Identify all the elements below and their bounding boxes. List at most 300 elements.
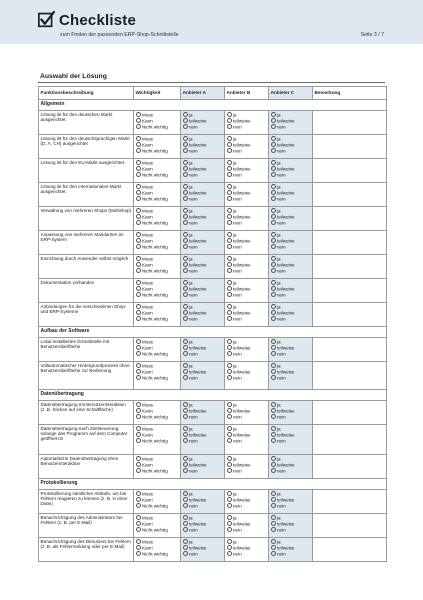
option-vendor[interactable] bbox=[227, 414, 267, 420]
radio-circle-icon[interactable] bbox=[136, 363, 141, 368]
radio-circle-icon[interactable] bbox=[136, 160, 141, 165]
remark-cell[interactable] bbox=[313, 255, 387, 279]
radio-circle-icon[interactable] bbox=[271, 438, 276, 443]
radio-circle-icon[interactable] bbox=[136, 521, 141, 526]
radio-circle-icon[interactable] bbox=[136, 456, 141, 461]
option-vendor[interactable] bbox=[183, 220, 223, 226]
radio-circle-icon[interactable] bbox=[183, 268, 188, 273]
radio-circle-icon[interactable] bbox=[136, 345, 141, 350]
radio-circle-icon[interactable] bbox=[271, 262, 276, 267]
radio-circle-icon[interactable] bbox=[183, 214, 188, 219]
radio-circle-icon[interactable] bbox=[271, 521, 276, 526]
radio-circle-icon[interactable] bbox=[183, 310, 188, 315]
option-vendor[interactable] bbox=[227, 527, 267, 533]
radio-circle-icon[interactable] bbox=[136, 539, 141, 544]
radio-circle-icon[interactable] bbox=[227, 414, 232, 419]
option-vendor[interactable] bbox=[227, 148, 267, 154]
radio-circle-icon[interactable] bbox=[227, 503, 232, 508]
option-vendor[interactable] bbox=[271, 503, 311, 509]
option-vendor[interactable] bbox=[183, 351, 223, 357]
radio-circle-icon[interactable] bbox=[227, 268, 232, 273]
remark-cell[interactable] bbox=[313, 401, 387, 425]
radio-circle-icon[interactable] bbox=[271, 345, 276, 350]
radio-circle-icon[interactable] bbox=[227, 363, 232, 368]
option-vendor[interactable] bbox=[271, 220, 311, 226]
radio-circle-icon[interactable] bbox=[136, 112, 141, 117]
radio-circle-icon[interactable] bbox=[271, 256, 276, 261]
radio-circle-icon[interactable] bbox=[227, 316, 232, 321]
radio-circle-icon[interactable] bbox=[136, 238, 141, 243]
radio-circle-icon[interactable] bbox=[136, 527, 141, 532]
option-vendor[interactable] bbox=[227, 503, 267, 509]
radio-circle-icon[interactable] bbox=[136, 375, 141, 380]
radio-circle-icon[interactable] bbox=[183, 521, 188, 526]
option-importance[interactable] bbox=[136, 124, 179, 130]
radio-circle-icon[interactable] bbox=[227, 232, 232, 237]
option-vendor[interactable] bbox=[227, 438, 267, 444]
radio-circle-icon[interactable] bbox=[183, 545, 188, 550]
radio-circle-icon[interactable] bbox=[136, 515, 141, 520]
radio-circle-icon[interactable] bbox=[183, 432, 188, 437]
radio-circle-icon[interactable] bbox=[183, 196, 188, 201]
radio-circle-icon[interactable] bbox=[183, 462, 188, 467]
radio-circle-icon[interactable] bbox=[271, 462, 276, 467]
radio-circle-icon[interactable] bbox=[227, 256, 232, 261]
radio-circle-icon[interactable] bbox=[136, 545, 141, 550]
radio-circle-icon[interactable] bbox=[271, 539, 276, 544]
option-vendor[interactable] bbox=[227, 351, 267, 357]
radio-circle-icon[interactable] bbox=[183, 124, 188, 129]
option-label: ja bbox=[277, 184, 281, 190]
radio-circle-icon[interactable] bbox=[227, 456, 232, 461]
table-row bbox=[39, 159, 387, 183]
radio-circle-icon[interactable] bbox=[136, 491, 141, 496]
radio-circle-icon[interactable] bbox=[183, 539, 188, 544]
option-vendor[interactable] bbox=[227, 292, 267, 298]
radio-circle-icon[interactable] bbox=[183, 148, 188, 153]
radio-circle-icon[interactable] bbox=[183, 304, 188, 309]
remark-cell[interactable] bbox=[313, 183, 387, 207]
column-header-function: Funktionsbeschreibung bbox=[39, 87, 134, 100]
radio-circle-icon[interactable] bbox=[227, 515, 232, 520]
option-vendor[interactable] bbox=[227, 468, 267, 474]
option-importance[interactable] bbox=[136, 527, 179, 533]
radio-circle-icon[interactable] bbox=[183, 497, 188, 502]
option-label: ja bbox=[189, 160, 193, 166]
radio-circle-icon[interactable] bbox=[227, 124, 232, 129]
radio-circle-icon[interactable] bbox=[271, 166, 276, 171]
option-vendor[interactable] bbox=[183, 414, 223, 420]
radio-circle-icon[interactable] bbox=[271, 503, 276, 508]
radio-circle-icon[interactable] bbox=[227, 468, 232, 473]
radio-circle-icon[interactable] bbox=[183, 172, 188, 177]
option-vendor[interactable] bbox=[271, 527, 311, 533]
option-importance[interactable] bbox=[136, 268, 179, 274]
radio-circle-icon[interactable] bbox=[183, 339, 188, 344]
option-label: nein bbox=[277, 316, 286, 322]
remark-cell[interactable] bbox=[313, 279, 387, 303]
radio-circle-icon[interactable] bbox=[183, 292, 188, 297]
radio-circle-icon[interactable] bbox=[227, 402, 232, 407]
option-importance[interactable] bbox=[136, 503, 179, 509]
radio-circle-icon[interactable] bbox=[136, 172, 141, 177]
option-vendor[interactable] bbox=[183, 503, 223, 509]
radio-circle-icon[interactable] bbox=[136, 256, 141, 261]
radio-circle-icon[interactable] bbox=[271, 118, 276, 123]
radio-circle-icon[interactable] bbox=[136, 369, 141, 374]
radio-circle-icon[interactable] bbox=[136, 310, 141, 315]
importance-cell bbox=[134, 303, 181, 327]
radio-circle-icon[interactable] bbox=[136, 316, 141, 321]
radio-circle-icon[interactable] bbox=[136, 432, 141, 437]
radio-circle-icon[interactable] bbox=[183, 345, 188, 350]
radio-circle-icon[interactable] bbox=[136, 118, 141, 123]
group-header-row bbox=[39, 390, 387, 401]
option-vendor[interactable] bbox=[183, 148, 223, 154]
radio-circle-icon[interactable] bbox=[271, 426, 276, 431]
remark-cell[interactable] bbox=[313, 159, 387, 183]
radio-circle-icon[interactable] bbox=[271, 280, 276, 285]
radio-circle-icon[interactable] bbox=[227, 369, 232, 374]
radio-circle-icon[interactable] bbox=[183, 220, 188, 225]
radio-circle-icon[interactable] bbox=[136, 208, 141, 213]
radio-circle-icon[interactable] bbox=[183, 136, 188, 141]
remark-cell[interactable] bbox=[313, 231, 387, 255]
remark-cell[interactable] bbox=[313, 490, 387, 514]
option-vendor[interactable] bbox=[271, 375, 311, 381]
radio-circle-icon[interactable] bbox=[227, 166, 232, 171]
radio-circle-icon[interactable] bbox=[183, 503, 188, 508]
option-vendor[interactable] bbox=[227, 551, 267, 557]
option-vendor[interactable] bbox=[183, 468, 223, 474]
radio-circle-icon[interactable] bbox=[227, 375, 232, 380]
radio-circle-icon[interactable] bbox=[227, 539, 232, 544]
option-vendor[interactable] bbox=[271, 244, 311, 250]
option-vendor[interactable] bbox=[271, 172, 311, 178]
radio-circle-icon[interactable] bbox=[136, 551, 141, 556]
radio-circle-icon[interactable] bbox=[183, 456, 188, 461]
remark-cell[interactable] bbox=[313, 514, 387, 538]
radio-circle-icon[interactable] bbox=[183, 438, 188, 443]
remark-cell[interactable] bbox=[313, 207, 387, 231]
option-importance[interactable] bbox=[136, 414, 179, 420]
radio-circle-icon[interactable] bbox=[183, 118, 188, 123]
radio-circle-icon[interactable] bbox=[136, 414, 141, 419]
radio-circle-icon[interactable] bbox=[271, 310, 276, 315]
option-importance[interactable] bbox=[136, 196, 179, 202]
radio-circle-icon[interactable] bbox=[227, 190, 232, 195]
remark-cell[interactable] bbox=[313, 362, 387, 390]
radio-circle-icon[interactable] bbox=[136, 280, 141, 285]
radio-circle-icon[interactable] bbox=[271, 142, 276, 147]
radio-circle-icon[interactable] bbox=[227, 286, 232, 291]
option-label: teilweise bbox=[277, 190, 295, 196]
radio-circle-icon[interactable] bbox=[227, 462, 232, 467]
radio-circle-icon[interactable] bbox=[271, 551, 276, 556]
radio-circle-icon[interactable] bbox=[227, 304, 232, 309]
remark-cell[interactable] bbox=[313, 111, 387, 135]
radio-circle-icon[interactable] bbox=[227, 112, 232, 117]
radio-circle-icon[interactable] bbox=[136, 142, 141, 147]
radio-circle-icon[interactable] bbox=[227, 432, 232, 437]
radio-circle-icon[interactable] bbox=[271, 369, 276, 374]
remark-cell[interactable] bbox=[313, 425, 387, 455]
radio-circle-icon[interactable] bbox=[227, 196, 232, 201]
option-vendor[interactable] bbox=[227, 316, 267, 322]
option-importance[interactable] bbox=[136, 316, 179, 322]
radio-circle-icon[interactable] bbox=[227, 491, 232, 496]
option-importance[interactable] bbox=[136, 172, 179, 178]
option-vendor[interactable] bbox=[271, 351, 311, 357]
radio-circle-icon[interactable] bbox=[271, 190, 276, 195]
radio-circle-icon[interactable] bbox=[271, 468, 276, 473]
radio-circle-icon[interactable] bbox=[227, 208, 232, 213]
option-vendor[interactable] bbox=[227, 268, 267, 274]
option-vendor[interactable] bbox=[183, 124, 223, 130]
radio-circle-icon[interactable] bbox=[271, 527, 276, 532]
radio-circle-icon[interactable] bbox=[183, 468, 188, 473]
radio-circle-icon[interactable] bbox=[227, 214, 232, 219]
radio-circle-icon[interactable] bbox=[271, 545, 276, 550]
radio-circle-icon[interactable] bbox=[271, 432, 276, 437]
radio-circle-icon[interactable] bbox=[227, 142, 232, 147]
radio-circle-icon[interactable] bbox=[271, 136, 276, 141]
radio-circle-icon[interactable] bbox=[271, 232, 276, 237]
radio-circle-icon[interactable] bbox=[183, 551, 188, 556]
radio-circle-icon[interactable] bbox=[271, 220, 276, 225]
radio-circle-icon[interactable] bbox=[183, 414, 188, 419]
option-vendor[interactable] bbox=[227, 244, 267, 250]
option-vendor[interactable] bbox=[271, 551, 311, 557]
radio-circle-icon[interactable] bbox=[136, 351, 141, 356]
radio-circle-icon[interactable] bbox=[183, 280, 188, 285]
radio-circle-icon[interactable] bbox=[183, 375, 188, 380]
radio-circle-icon[interactable] bbox=[136, 190, 141, 195]
vendor-a-cell bbox=[181, 401, 225, 425]
radio-circle-icon[interactable] bbox=[271, 497, 276, 502]
option-vendor[interactable] bbox=[271, 316, 311, 322]
option-importance[interactable] bbox=[136, 375, 179, 381]
radio-circle-icon[interactable] bbox=[271, 375, 276, 380]
option-vendor[interactable] bbox=[183, 172, 223, 178]
option-vendor[interactable] bbox=[183, 292, 223, 298]
option-importance[interactable] bbox=[136, 351, 179, 357]
option-importance[interactable] bbox=[136, 220, 179, 226]
option-vendor[interactable] bbox=[271, 148, 311, 154]
option-vendor[interactable] bbox=[271, 414, 311, 420]
radio-circle-icon[interactable] bbox=[136, 339, 141, 344]
option-label: nein bbox=[233, 316, 242, 322]
radio-circle-icon[interactable] bbox=[136, 244, 141, 249]
radio-circle-icon[interactable] bbox=[227, 527, 232, 532]
radio-circle-icon[interactable] bbox=[183, 527, 188, 532]
radio-circle-icon[interactable] bbox=[136, 497, 141, 502]
radio-circle-icon[interactable] bbox=[183, 408, 188, 413]
radio-circle-icon[interactable] bbox=[227, 136, 232, 141]
remark-cell[interactable] bbox=[313, 338, 387, 362]
radio-circle-icon[interactable] bbox=[136, 184, 141, 189]
radio-circle-icon[interactable] bbox=[227, 238, 232, 243]
radio-circle-icon[interactable] bbox=[227, 438, 232, 443]
option-vendor[interactable] bbox=[183, 375, 223, 381]
radio-circle-icon[interactable] bbox=[227, 172, 232, 177]
radio-circle-icon[interactable] bbox=[136, 166, 141, 171]
radio-circle-icon[interactable] bbox=[271, 238, 276, 243]
radio-circle-icon[interactable] bbox=[136, 286, 141, 291]
radio-circle-icon[interactable] bbox=[183, 184, 188, 189]
radio-circle-icon[interactable] bbox=[136, 468, 141, 473]
radio-circle-icon[interactable] bbox=[271, 124, 276, 129]
remark-cell[interactable] bbox=[313, 303, 387, 327]
radio-circle-icon[interactable] bbox=[136, 503, 141, 508]
radio-circle-icon[interactable] bbox=[183, 166, 188, 171]
radio-circle-icon[interactable] bbox=[227, 262, 232, 267]
option-vendor[interactable] bbox=[183, 316, 223, 322]
radio-circle-icon[interactable] bbox=[183, 160, 188, 165]
radio-circle-icon[interactable] bbox=[183, 262, 188, 267]
radio-circle-icon[interactable] bbox=[227, 426, 232, 431]
radio-circle-icon[interactable] bbox=[271, 208, 276, 213]
radio-circle-icon[interactable] bbox=[183, 402, 188, 407]
radio-circle-icon[interactable] bbox=[136, 262, 141, 267]
radio-circle-icon[interactable] bbox=[136, 268, 141, 273]
radio-circle-icon[interactable] bbox=[183, 515, 188, 520]
radio-circle-icon[interactable] bbox=[136, 148, 141, 153]
radio-circle-icon[interactable] bbox=[136, 402, 141, 407]
radio-circle-icon[interactable] bbox=[227, 339, 232, 344]
radio-circle-icon[interactable] bbox=[136, 438, 141, 443]
radio-circle-icon[interactable] bbox=[136, 136, 141, 141]
radio-circle-icon[interactable] bbox=[271, 408, 276, 413]
radio-circle-icon[interactable] bbox=[271, 491, 276, 496]
option-vendor[interactable] bbox=[271, 196, 311, 202]
radio-circle-icon[interactable] bbox=[271, 160, 276, 165]
radio-circle-icon[interactable] bbox=[227, 351, 232, 356]
radio-circle-icon[interactable] bbox=[183, 491, 188, 496]
radio-circle-icon[interactable] bbox=[271, 456, 276, 461]
radio-circle-icon[interactable] bbox=[227, 292, 232, 297]
radio-circle-icon[interactable] bbox=[271, 286, 276, 291]
radio-circle-icon[interactable] bbox=[271, 112, 276, 117]
radio-circle-icon[interactable] bbox=[227, 220, 232, 225]
radio-circle-icon[interactable] bbox=[227, 497, 232, 502]
radio-circle-icon[interactable] bbox=[183, 286, 188, 291]
radio-circle-icon[interactable] bbox=[271, 351, 276, 356]
remark-cell[interactable] bbox=[313, 538, 387, 562]
option-vendor[interactable] bbox=[183, 527, 223, 533]
radio-circle-icon[interactable] bbox=[136, 462, 141, 467]
radio-circle-icon[interactable] bbox=[136, 292, 141, 297]
radio-circle-icon[interactable] bbox=[271, 172, 276, 177]
radio-circle-icon[interactable] bbox=[183, 238, 188, 243]
radio-circle-icon[interactable] bbox=[183, 316, 188, 321]
option-vendor[interactable] bbox=[183, 196, 223, 202]
radio-circle-icon[interactable] bbox=[271, 148, 276, 153]
radio-circle-icon[interactable] bbox=[271, 214, 276, 219]
option-vendor[interactable] bbox=[271, 268, 311, 274]
radio-circle-icon[interactable] bbox=[227, 118, 232, 123]
radio-circle-icon[interactable] bbox=[136, 196, 141, 201]
option-vendor[interactable] bbox=[183, 551, 223, 557]
option-importance[interactable] bbox=[136, 148, 179, 154]
radio-circle-icon[interactable] bbox=[271, 196, 276, 201]
option-vendor[interactable] bbox=[271, 468, 311, 474]
option-vendor[interactable] bbox=[227, 124, 267, 130]
option-label: Nicht wichtig bbox=[142, 316, 168, 322]
radio-circle-icon[interactable] bbox=[183, 208, 188, 213]
option-vendor[interactable] bbox=[271, 292, 311, 298]
option-vendor[interactable] bbox=[227, 172, 267, 178]
radio-circle-icon[interactable] bbox=[183, 244, 188, 249]
radio-circle-icon[interactable] bbox=[271, 339, 276, 344]
radio-circle-icon[interactable] bbox=[227, 408, 232, 413]
radio-circle-icon[interactable] bbox=[183, 232, 188, 237]
option-importance[interactable] bbox=[136, 438, 179, 444]
radio-circle-icon[interactable] bbox=[136, 408, 141, 413]
radio-circle-icon[interactable] bbox=[183, 256, 188, 261]
radio-circle-icon[interactable] bbox=[136, 214, 141, 219]
option-vendor[interactable] bbox=[183, 244, 223, 250]
radio-circle-icon[interactable] bbox=[183, 190, 188, 195]
radio-circle-icon[interactable] bbox=[271, 515, 276, 520]
radio-circle-icon[interactable] bbox=[136, 124, 141, 129]
radio-circle-icon[interactable] bbox=[183, 142, 188, 147]
radio-circle-icon[interactable] bbox=[271, 304, 276, 309]
radio-circle-icon[interactable] bbox=[227, 160, 232, 165]
option-vendor[interactable] bbox=[183, 268, 223, 274]
radio-circle-icon[interactable] bbox=[136, 232, 141, 237]
option-importance[interactable] bbox=[136, 468, 179, 474]
radio-circle-icon[interactable] bbox=[227, 551, 232, 556]
option-vendor[interactable] bbox=[227, 196, 267, 202]
option-importance[interactable] bbox=[136, 551, 179, 557]
radio-circle-icon[interactable] bbox=[183, 351, 188, 356]
radio-circle-icon[interactable] bbox=[136, 426, 141, 431]
radio-circle-icon[interactable] bbox=[183, 426, 188, 431]
radio-circle-icon[interactable] bbox=[227, 184, 232, 189]
radio-circle-icon[interactable] bbox=[227, 244, 232, 249]
radio-circle-icon[interactable] bbox=[227, 280, 232, 285]
option-vendor[interactable] bbox=[271, 438, 311, 444]
option-vendor[interactable] bbox=[227, 220, 267, 226]
radio-circle-icon[interactable] bbox=[183, 369, 188, 374]
radio-circle-icon[interactable] bbox=[271, 414, 276, 419]
radio-circle-icon[interactable] bbox=[136, 304, 141, 309]
option-vendor[interactable] bbox=[271, 124, 311, 130]
radio-circle-icon[interactable] bbox=[227, 148, 232, 153]
radio-circle-icon[interactable] bbox=[271, 363, 276, 368]
radio-circle-icon[interactable] bbox=[136, 220, 141, 225]
remark-cell[interactable] bbox=[313, 455, 387, 479]
radio-circle-icon[interactable] bbox=[183, 112, 188, 117]
radio-circle-icon[interactable] bbox=[183, 363, 188, 368]
option-importance[interactable] bbox=[136, 244, 179, 250]
radio-circle-icon[interactable] bbox=[227, 521, 232, 526]
radio-circle-icon[interactable] bbox=[271, 268, 276, 273]
option-vendor[interactable] bbox=[183, 438, 223, 444]
radio-circle-icon[interactable] bbox=[271, 402, 276, 407]
radio-circle-icon[interactable] bbox=[271, 316, 276, 321]
radio-circle-icon[interactable] bbox=[227, 545, 232, 550]
radio-circle-icon[interactable] bbox=[227, 345, 232, 350]
remark-cell[interactable] bbox=[313, 135, 387, 159]
option-importance[interactable] bbox=[136, 292, 179, 298]
radio-circle-icon[interactable] bbox=[271, 244, 276, 249]
radio-circle-icon[interactable] bbox=[271, 292, 276, 297]
radio-circle-icon[interactable] bbox=[227, 310, 232, 315]
radio-circle-icon[interactable] bbox=[271, 184, 276, 189]
option-vendor[interactable] bbox=[227, 375, 267, 381]
